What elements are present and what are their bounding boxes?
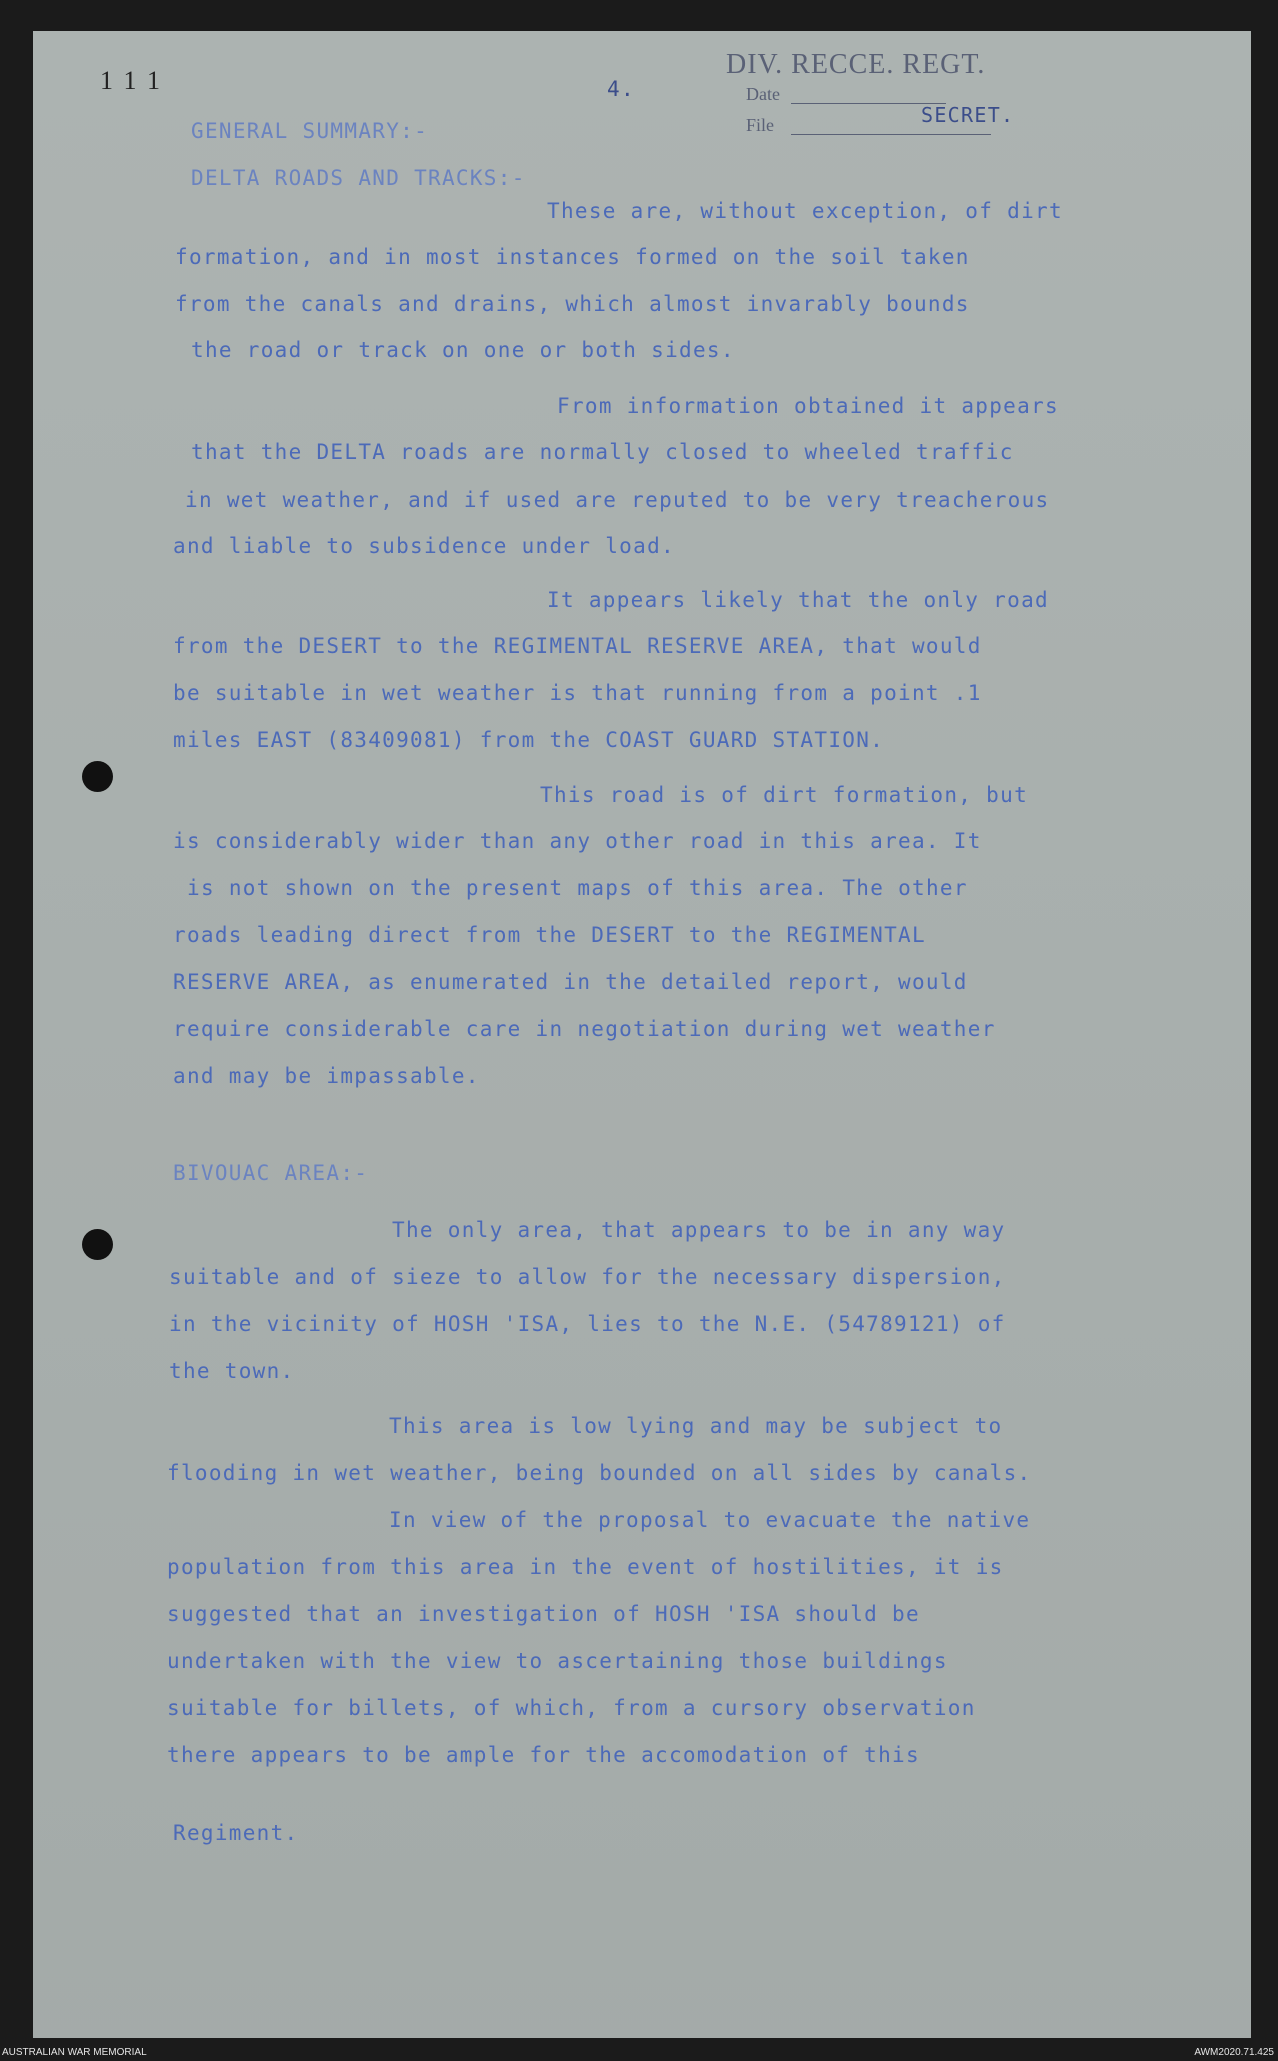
stamp-file-label: File (746, 115, 775, 135)
text-line: in wet weather, and if used are reputed to be very treacherous (185, 488, 1050, 512)
punch-hole-bottom (82, 1229, 113, 1260)
footer-left-caption: AUSTRALIAN WAR MEMORIAL (2, 2047, 147, 2058)
text-line: require considerable care in negotiation during wet weather (173, 1017, 996, 1041)
stamp-title: DIV. RECCE. REGT. (726, 49, 986, 80)
stamp-file-line (791, 134, 991, 135)
text-line: population from this area in the event of hostilities, it is (167, 1555, 1004, 1579)
text-line: there appears to be ample for the accomodation of this (167, 1743, 920, 1767)
text-line: RESERVE AREA, as enumerated in the detailed report, would (173, 970, 968, 994)
text-line: It appears likely that the only road (547, 588, 1049, 612)
text-line: roads leading direct from the DESERT to the REGIMENTAL (173, 923, 926, 947)
page-number: 4. (607, 77, 635, 101)
text-line: from the DESERT to the REGIMENTAL RESERVE AREA, that would (173, 634, 982, 658)
text-line: This road is of dirt formation, but (540, 783, 1029, 807)
document-page (33, 31, 1251, 2038)
text-line: Regiment. (173, 1821, 299, 1845)
text-line: is considerably wider than any other road in this area. It (173, 829, 982, 853)
heading-delta-roads: DELTA ROADS AND TRACKS:- (191, 166, 526, 190)
text-line: be suitable in wet weather is that running from a point .1 (173, 681, 982, 705)
punch-hole-top (82, 761, 113, 792)
text-line: the road or track on one or both sides. (191, 338, 735, 362)
text-line: is not shown on the present maps of this area. The other (187, 876, 968, 900)
stamp-date-label: Date (746, 84, 780, 104)
text-line: from the canals and drains, which almost invarably bounds (175, 292, 970, 316)
text-line: These are, without exception, of dirt (547, 199, 1063, 223)
text-line: flooding in wet weather, being bounded on all sides by canals. (167, 1461, 1032, 1485)
text-line: and may be impassable. (173, 1064, 480, 1088)
text-line: suitable for billets, of which, from a cursory observation (167, 1696, 976, 1720)
text-line: undertaken with the view to ascertaining those buildings (167, 1649, 948, 1673)
text-line: in the vicinity of HOSH 'ISA, lies to the N.E. (54789121) of (169, 1312, 1006, 1336)
footer-right-caption: AWM2020.71.425 (1194, 2047, 1274, 2058)
text-line: suitable and of sieze to allow for the necessary dispersion, (169, 1265, 1006, 1289)
text-line: This area is low lying and may be subject to (389, 1414, 1003, 1438)
text-line: and liable to subsidence under load. (173, 534, 675, 558)
text-line: miles EAST (83409081) from the COAST GUARD STATION. (173, 728, 885, 752)
text-line: the town. (169, 1359, 295, 1383)
heading-bivouac-area: BIVOUAC AREA:- (173, 1161, 369, 1185)
classification: SECRET. (921, 103, 1015, 127)
handwritten-mark: 1 1 1 (100, 66, 162, 95)
text-line: that the DELTA roads are normally closed to wheeled traffic (191, 440, 1014, 464)
text-line: From information obtained it appears (557, 394, 1059, 418)
heading-general-summary: GENERAL SUMMARY:- (191, 119, 429, 143)
text-line: The only area, that appears to be in any way (392, 1218, 1006, 1242)
text-line: formation, and in most instances formed on the soil taken (175, 245, 970, 269)
text-line: In view of the proposal to evacuate the native (389, 1508, 1031, 1532)
text-line: suggested that an investigation of HOSH 'ISA should be (167, 1602, 920, 1626)
